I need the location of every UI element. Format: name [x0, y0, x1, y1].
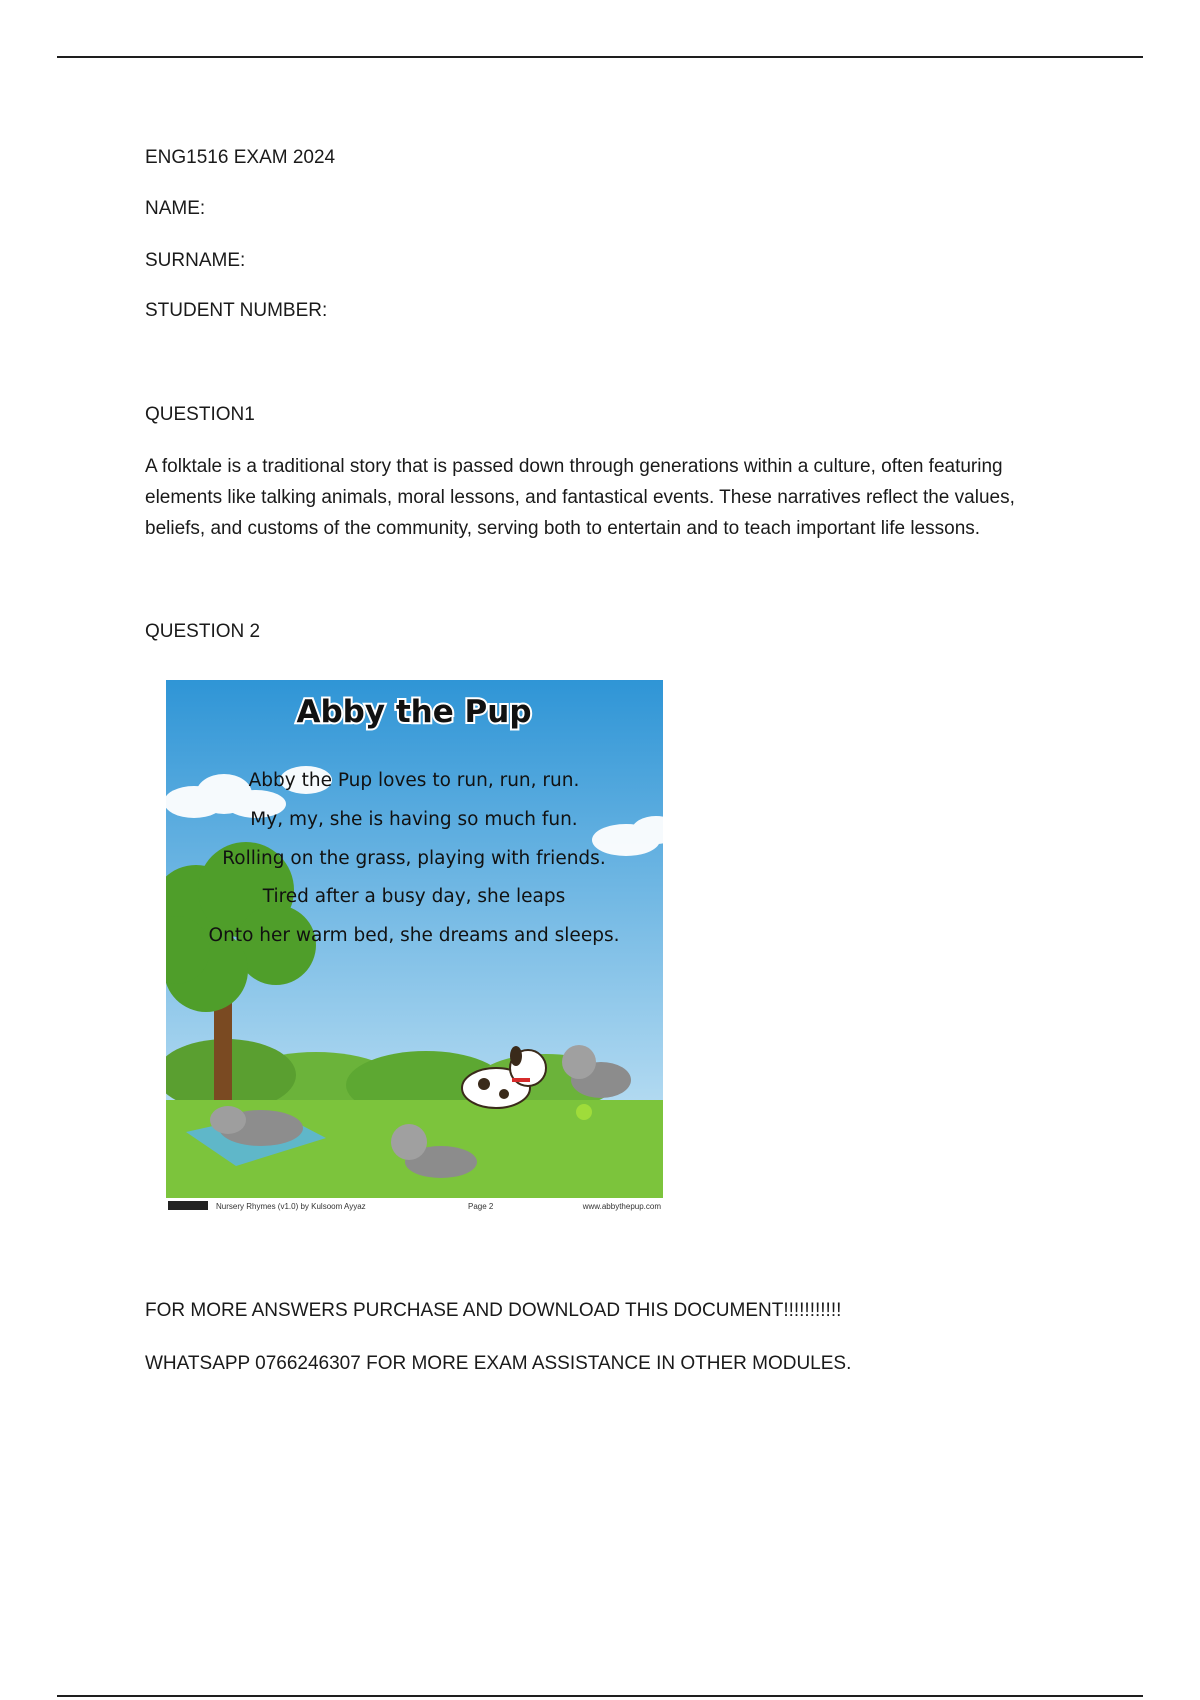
- footer-credit: Nursery Rhymes (v1.0) by Kulsoom Ayyaz: [216, 1202, 366, 1211]
- top-rule: [57, 56, 1143, 58]
- poem-line: Onto her warm bed, she dreams and sleeps.: [208, 925, 620, 946]
- student-number-label: STUDENT NUMBER:: [145, 300, 328, 321]
- answer-line: elements like talking animals, moral lessons, and fantastical events. These narratives reflect the values,: [145, 487, 1015, 508]
- whatsapp-note: WHATSAPP 0766246307 FOR MORE EXAM ASSISTANCE IN OTHER MODULES.: [145, 1353, 852, 1374]
- answer-line: beliefs, and customs of the community, serving both to entertain and to teach important life lessons.: [145, 518, 981, 539]
- answer-line: A folktale is a traditional story that is passed down through generations within a culture, often featuring: [145, 456, 1003, 477]
- poem-line: Rolling on the grass, playing with friends.: [222, 848, 606, 869]
- purchase-note: FOR MORE ANSWERS PURCHASE AND DOWNLOAD THIS DOCUMENT!!!!!!!!!!!: [145, 1300, 842, 1321]
- footer-page: Page 2: [468, 1202, 494, 1211]
- question1-answer: [145, 451, 1085, 544]
- exam-title: ENG1516 EXAM 2024: [145, 147, 336, 168]
- illustration-svg: [166, 680, 663, 1214]
- surname-label: SURNAME:: [145, 250, 246, 271]
- poem-line: Tired after a busy day, she leaps: [262, 886, 566, 907]
- poem-title: Abby the Pup: [296, 694, 532, 730]
- ball-icon: [576, 1104, 592, 1120]
- poem-line: My, my, she is having so much fun.: [250, 809, 578, 830]
- question2-heading: QUESTION 2: [145, 621, 261, 642]
- license-badge-icon: [168, 1201, 208, 1210]
- bottom-rule: [57, 1695, 1143, 1697]
- abby-the-pup-illustration: [166, 680, 663, 1214]
- poem-line: Abby the Pup loves to run, run, run.: [248, 770, 580, 791]
- illustration-footer: [166, 1198, 663, 1214]
- question1-heading: QUESTION1: [145, 404, 255, 425]
- footer-url: www.abbythepup.com: [582, 1202, 661, 1211]
- name-label: NAME:: [145, 198, 206, 219]
